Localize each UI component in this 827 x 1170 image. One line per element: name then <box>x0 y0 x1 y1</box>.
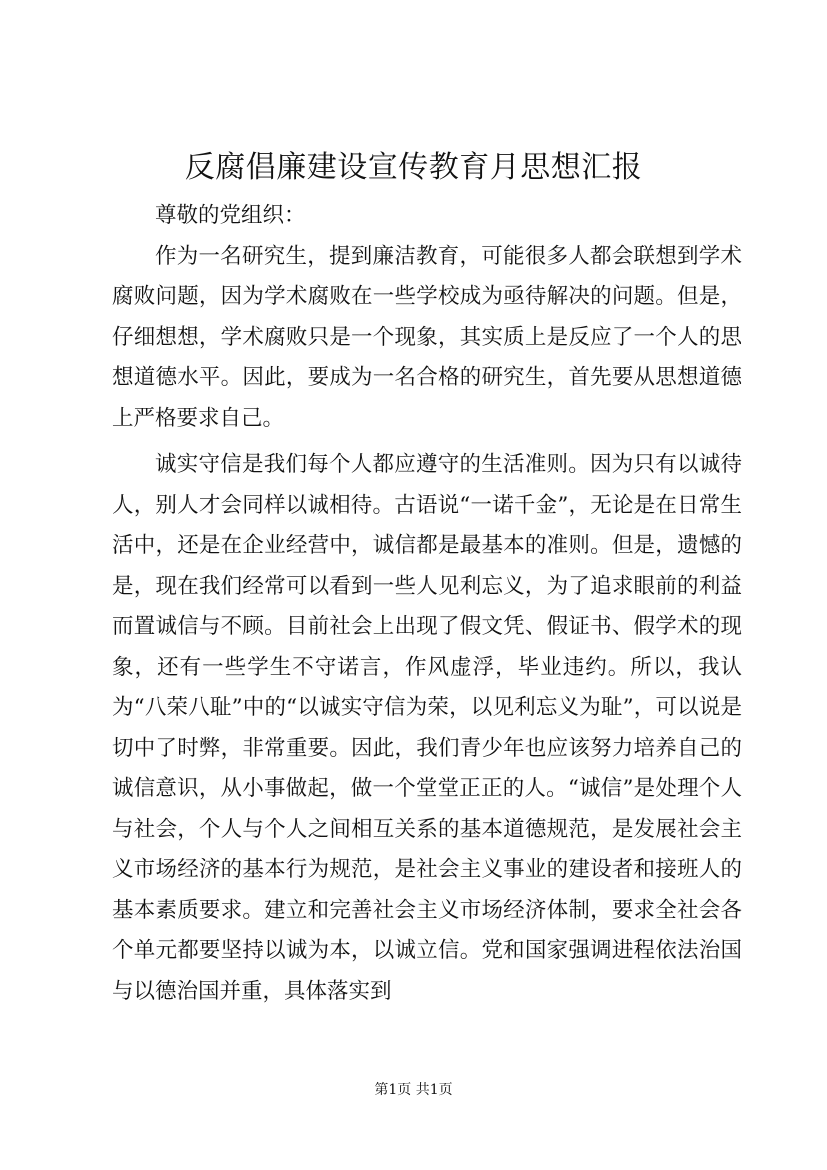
document-body <box>112 196 742 1012</box>
document-title: 反腐倡廉建设宣传教育月思想汇报 <box>184 150 643 185</box>
salutation: 尊敬的党组织： <box>155 203 306 228</box>
page-footer: 第1页 共1页 <box>374 1082 453 1098</box>
paragraph-1: 作为一名研究生，提到廉洁教育，可能很多人都会联想到学术腐败问题，因为学术腐败在一些学校成为亟待解决的问题。但是，仔细想想，学术腐败只是一个现象，其实质上是反应了一个人的思想道德水平。因此，要成为一名合格的研究生，首先要从思想道德上严格要求自己。 <box>112 243 742 431</box>
paragraph-2: 诚实守信是我们每个人都应遵守的生活准则。因为只有以诚待人，别人才会同样以诚相待。古语说“一诺千金”，无论是在日常生活中，还是在企业经营中，诚信都是最基本的准则。但是，遗憾的是，现在我们经常可以看到一些人见利忘义，为了追求眼前的利益而置诚信与不顾。目前社会上出现了假文凭、假证书、假学术的现象，还有一些学生不守诺言，作风虚浮，毕业违约。所以，我认为“八荣八耻”中的“以诚实守信为荣，以见利忘义为耻”，可以说是切中了时弊，非常重要。因此，我们青少年也应该努力培养自己的诚信意识，从小事做起，做一个堂堂正正的人。“诚信”是处理个人与社会，个人与个人之间相互关系的基本道德规范，是发展社会主义市场经济的基本行为规范，是社会主义事业的建设者和接班人的基本素质要求。建立和完善社会主义市场经济体制，要求全社会各个单元都要坚持以诚为本，以诚立信。党和国家强调进程依法治国与以德治国并重，具体落实到 <box>112 452 742 1004</box>
